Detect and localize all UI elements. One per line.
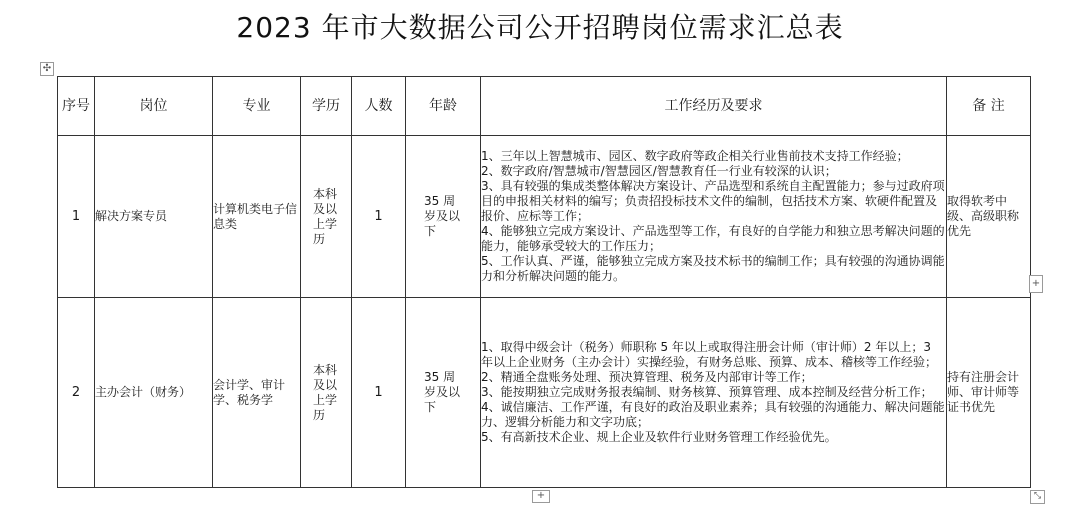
table-move-icon[interactable]: ✣ bbox=[40, 62, 54, 76]
table-header-row bbox=[58, 77, 1031, 136]
cell-major: 计算机类电子信息类 bbox=[213, 136, 301, 298]
requirement-line: 1、取得中级会计（税务）师职称 5 年以上或取得注册会计师（审计师）2 年以上；3 年以上企业财务（主办会计）实操经验，有财务总账、预算、成本、稽核等工作经验； bbox=[481, 340, 938, 369]
cell-position: 解决方案专员 bbox=[95, 136, 213, 298]
header-seq: 序号 bbox=[58, 77, 95, 136]
cell-count: 1 bbox=[352, 136, 406, 298]
cell-remarks: 取得软考中级、高级职称优先 bbox=[947, 136, 1031, 298]
header-position: 岗位 bbox=[95, 77, 213, 136]
table-row bbox=[58, 136, 1031, 298]
header-age: 年龄 bbox=[406, 77, 481, 136]
requirement-line: 2、数字政府/智慧城市/智慧园区/智慧教育任一行业有较深的认识； bbox=[481, 164, 837, 178]
cell-requirements bbox=[481, 136, 947, 298]
requirement-line: 5、工作认真、严谨，能够独立完成方案及技术标书的编制工作；具有较强的沟通协调能力和分析解决问题的能力。 bbox=[481, 254, 945, 283]
requirement-line: 3、具有较强的集成类整体解决方案设计、产品选型和系统自主配置能力；参与过政府项目的申报相关材料的编写；负责招投标技术文件的编制，包括技术方案、软硬件配置及报价、应标等工作； bbox=[481, 179, 945, 223]
cell-seq: 2 bbox=[58, 298, 95, 488]
cell-seq: 1 bbox=[58, 136, 95, 298]
requirement-line: 3、能按期独立完成财务报表编制、财务核算、预算管理、成本控制及经营分析工作； bbox=[481, 385, 933, 399]
cell-remarks: 持有注册会计师、审计师等证书优先 bbox=[947, 298, 1031, 488]
header-remarks: 备 注 bbox=[947, 77, 1031, 136]
requirement-line: 1、三年以上智慧城市、园区、数字政府等政企相关行业售前技术支持工作经验； bbox=[481, 149, 909, 163]
cell-requirements bbox=[481, 298, 947, 488]
cell-count: 1 bbox=[352, 298, 406, 488]
add-row-plus-icon[interactable]: + bbox=[532, 490, 550, 503]
header-requirements: 工作经历及要求 bbox=[481, 77, 947, 136]
table-resize-icon[interactable]: ⤡ bbox=[1030, 490, 1045, 504]
cell-age: 35 周岁及以下 bbox=[406, 136, 481, 298]
requirement-line: 5、有高新技术企业、规上企业及软件行业财务管理工作经验优先。 bbox=[481, 430, 837, 444]
header-major: 专业 bbox=[213, 77, 301, 136]
cell-position: 主办会计（财务） bbox=[95, 298, 213, 488]
requirement-line: 2、精通全盘账务处理、预决算管理、税务及内部审计等工作； bbox=[481, 370, 813, 384]
header-count: 人数 bbox=[352, 77, 406, 136]
page-title: 2023 年市大数据公司公开招聘岗位需求汇总表 bbox=[236, 11, 844, 44]
cell-major: 会计学、审计学、税务学 bbox=[213, 298, 301, 488]
table-row bbox=[58, 298, 1031, 488]
cell-education: 本科及以上学历 bbox=[301, 298, 352, 488]
requirement-line: 4、能够独立完成方案设计、产品选型等工作，有良好的自学能力和独立思考解决问题的能力，能够承受较大的工作压力； bbox=[481, 224, 945, 253]
add-column-plus-icon[interactable]: + bbox=[1029, 275, 1043, 293]
cell-age: 35 周岁及以下 bbox=[406, 298, 481, 488]
requirement-line: 4、诚信廉洁、工作严谨，有良好的政治及职业素养；具有较强的沟通能力、解决问题能力、逻辑分析能力和文字功底； bbox=[481, 400, 945, 429]
cell-education: 本科及以上学历 bbox=[301, 136, 352, 298]
job-requirements-table bbox=[57, 76, 1031, 488]
header-education: 学历 bbox=[301, 77, 352, 136]
